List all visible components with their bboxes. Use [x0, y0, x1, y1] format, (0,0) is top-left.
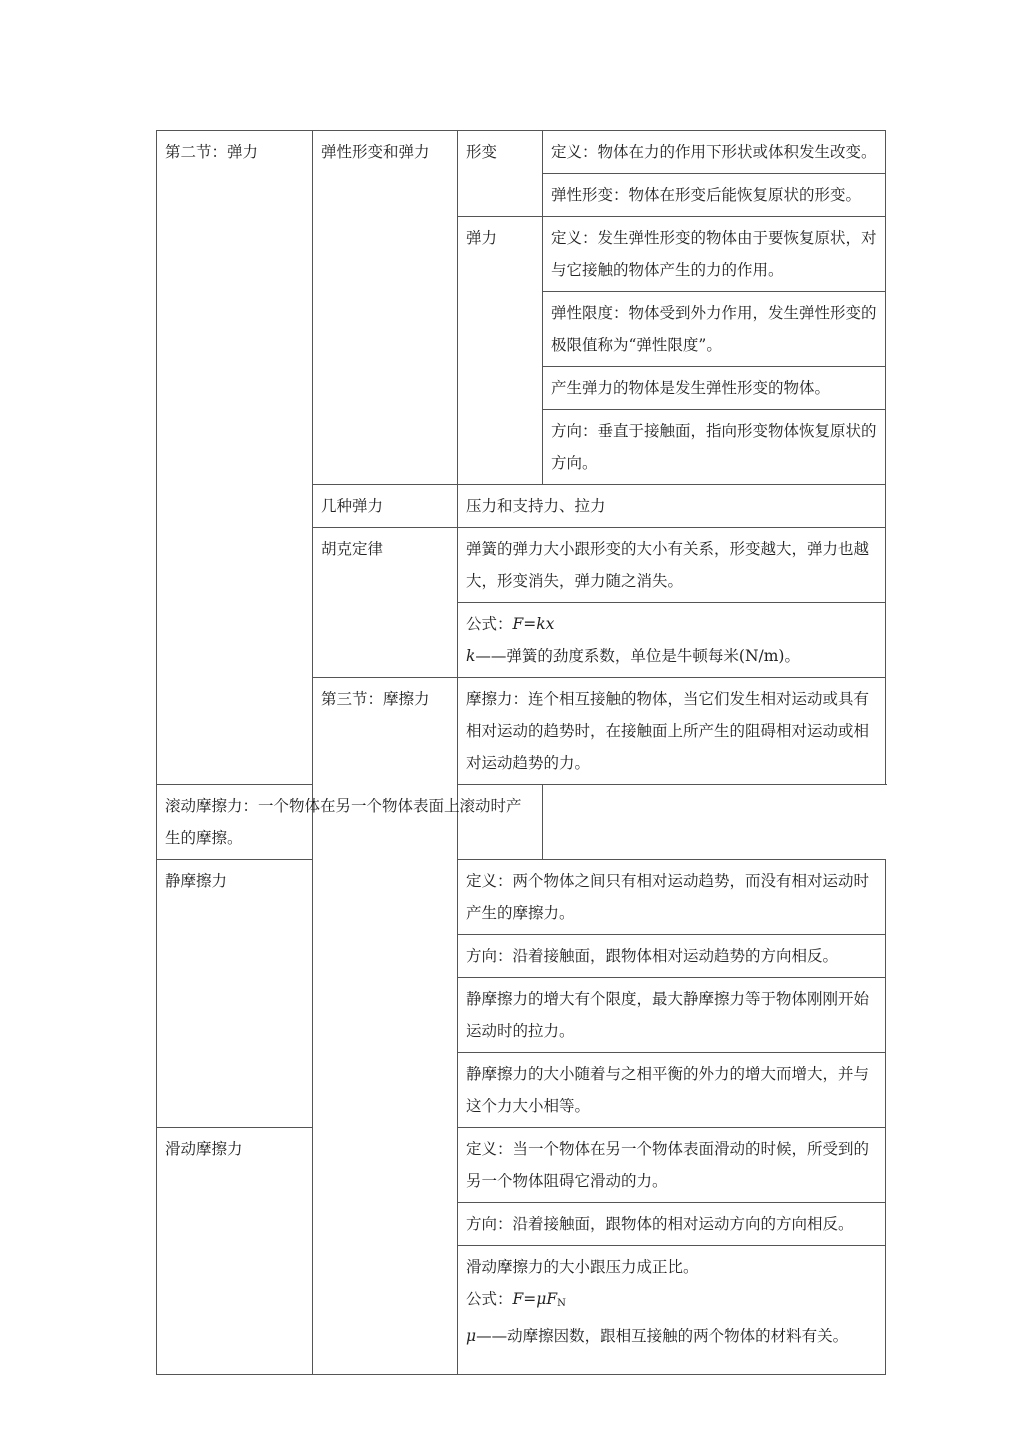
topic-elastic-force: 弹力 [458, 217, 543, 485]
subtopic-elastic-deform-force: 弹性形变和弹力 [313, 131, 458, 485]
static-direction: 方向：沿着接触面，跟物体相对运动趋势的方向相反。 [458, 935, 886, 978]
rolling-friction: 滚动摩擦力：一个物体在另一个物体表面上滚动时产生的摩擦。 [157, 785, 543, 860]
deform-definition: 定义：物体在力的作用下形状或体积发生改变。 [543, 131, 886, 174]
elastic-force-origin: 产生弹力的物体是发生弹性形变的物体。 [543, 367, 886, 410]
topic-deform: 形变 [458, 131, 543, 217]
table-row [157, 131, 886, 174]
mu-description-line [466, 1320, 877, 1352]
elastic-force-direction: 方向：垂直于接触面，指向形变物体恢复原状的方向。 [543, 410, 886, 485]
sliding-formula-cell [458, 1246, 886, 1375]
hooke-formula-line [466, 608, 877, 640]
table-row [157, 785, 886, 860]
subtopic-kinds: 几种弹力 [313, 485, 458, 528]
section-title-elastic: 第二节：弹力 [157, 131, 313, 785]
subtopic-static-friction: 静摩擦力 [157, 860, 313, 1128]
k-symbol: k [466, 647, 476, 665]
sliding-definition: 定义：当一个物体在另一个物体表面滑动的时候，所受到的另一个物体阻碍它滑动的力。 [458, 1128, 886, 1203]
static-definition: 定义：两个物体之间只有相对运动趋势，而没有相对运动时产生的摩擦力。 [458, 860, 886, 935]
hooke-text: 弹簧的弹力大小跟形变的大小有关系，形变越大，弹力也越大，形变消失，弹力随之消失。 [458, 528, 886, 603]
hooke-formula-cell [458, 603, 886, 678]
mu-symbol: μ [466, 1327, 477, 1345]
k-description: ——弹簧的劲度系数，单位是牛顿每米(N/m)。 [475, 647, 800, 665]
table-row [157, 1128, 886, 1203]
normal-force-subscript: N [557, 1298, 566, 1309]
mu-description: ——动摩擦因数，跟相互接触的两个物体的材料有关。 [476, 1327, 849, 1345]
sliding-direction: 方向：沿着接触面，跟物体的相对运动方向的方向相反。 [458, 1203, 886, 1246]
sliding-formula: F=μF [512, 1290, 558, 1308]
static-max: 静摩擦力的增大有个限度，最大静摩擦力等于物体刚刚开始运动时的拉力。 [458, 978, 886, 1053]
subtopic-hooke: 胡克定律 [313, 528, 458, 678]
elastic-force-definition: 定义：发生弹性形变的物体由于要恢复原状，对与它接触的物体产生的力的作用。 [543, 217, 886, 292]
formula-prefix: 公式： [466, 615, 513, 633]
sliding-proportional: 滑动摩擦力的大小跟压力成正比。 [466, 1258, 699, 1276]
static-magnitude: 静摩擦力的大小随着与之相平衡的外力的增大而增大，并与这个力大小相等。 [458, 1053, 886, 1128]
subtopic-sliding-friction: 滑动摩擦力 [157, 1128, 313, 1375]
elastic-limit: 弹性限度：物体受到外力作用，发生弹性形变的极限值称为“弹性限度”。 [543, 292, 886, 367]
sliding-formula-line [466, 1283, 877, 1320]
formula-prefix: 公式： [466, 1290, 513, 1308]
elastic-deform-definition: 弹性形变：物体在形变后能恢复原状的形变。 [543, 174, 886, 217]
kinds-text: 压力和支持力、拉力 [458, 485, 886, 528]
section-title-friction: 第三节：摩擦力 [313, 678, 458, 1375]
k-description-line [466, 640, 877, 672]
table-row [157, 860, 886, 935]
friction-definition: 摩擦力：连个相互接触的物体，当它们发生相对运动或具有相对运动的趋势时，在接触面上所产生的阻碍相对运动或相对运动趋势的力。 [458, 678, 886, 785]
physics-notes-table [156, 130, 886, 1375]
hooke-formula: F=kx [512, 615, 555, 633]
